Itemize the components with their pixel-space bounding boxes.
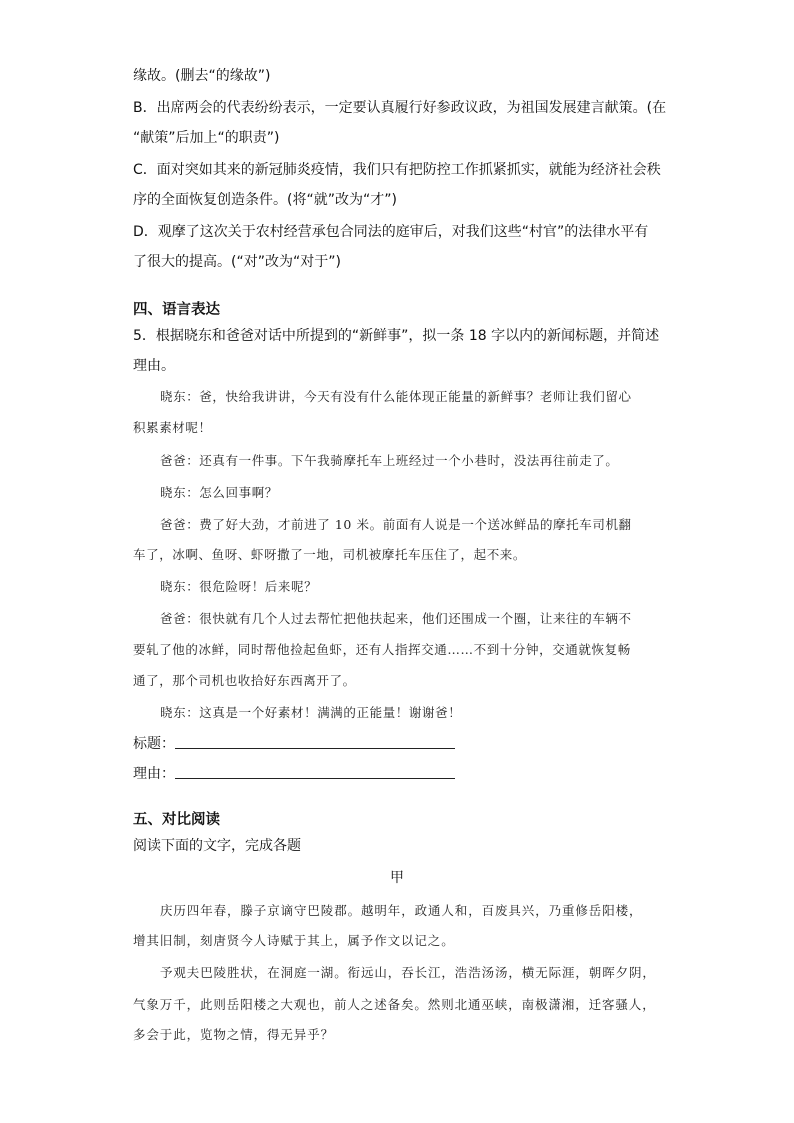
reason-label: 理由：	[133, 766, 175, 782]
dialogue-line: 爸爸：还真有一件事。下午我骑摩托车上班经过一个小巷时，没法再往前走了。	[160, 453, 619, 468]
title-answer-line[interactable]	[175, 748, 455, 749]
option-c-line-1: C．面对突如其来的新冠肺炎疫情，我们只有把防控工作抓紧抓实，就能为经济社会秩	[133, 162, 661, 178]
dialogue-line: 晓东：很危险呀！后来呢？	[160, 579, 318, 594]
passage-line: 增其旧制，刻唐贤今人诗赋于其上，属予作文以记之。	[133, 933, 455, 948]
section-5-heading: 五、对比阅读	[133, 812, 220, 828]
passage-line: 气象万千，此则岳阳楼之大观也，前人之述备矣。然则北通巫峡，南极潇湘，迁客骚人，	[133, 997, 656, 1012]
dialogue-line: 车了，冰啊、鱼呀、虾呀撒了一地，司机被摩托车压住了，起不来。	[133, 547, 527, 562]
option-d-line-2: 了很大的提高。(“对”改为“对于”)	[133, 254, 341, 270]
passage-line: 予观夫巴陵胜状，在洞庭一湖。衔远山，吞长江，浩浩汤汤，横无际涯，朝晖夕阴，	[160, 965, 656, 980]
passage-label: 甲	[390, 870, 404, 886]
dialogue-line: 晓东：怎么回事啊？	[160, 485, 278, 500]
option-c-line-2: 序的全面恢复创造条件。(将“就”改为“才”)	[133, 192, 397, 208]
dialogue-line: 晓东：这真是一个好素材！满满的正能量！谢谢爸！	[160, 705, 462, 720]
option-b-line-2: “献策”后加上“的职责”)	[133, 130, 280, 146]
option-d-line-1: D．观摩了这次关于农村经营承包合同法的庭审后，对我们这些“村官”的法律水平有	[133, 224, 649, 240]
title-label: 标题：	[133, 736, 175, 752]
dialogue-line: 爸爸：费了好大劲，才前进了 10 米。前面有人说是一个送冰鲜品的摩托车司机翻	[160, 517, 632, 532]
dialogue-line: 要轧了他的冰鲜，同时帮他捡起鱼虾，还有人指挥交通……不到十分钟，交通就恢复畅	[133, 642, 631, 657]
dialogue-line: 晓东：爸，快给我讲讲，今天有没有什么能体现正能量的新鲜事？老师让我们留心	[160, 389, 632, 404]
option-a-continuation: 缘故。(删去“的缘故”)	[133, 68, 271, 84]
reason-answer-line[interactable]	[175, 778, 455, 779]
passage-line: 多会于此，览物之情，得无异乎？	[133, 1027, 335, 1042]
dialogue-line: 通了，那个司机也收拾好东西离开了。	[133, 673, 356, 688]
section-4-heading: 四、语言表达	[133, 302, 220, 318]
question-5-line-2: 理由。	[133, 358, 175, 374]
option-b-line-1: B．出席两会的代表纷纷表示，一定要认真履行好参政议政，为祖国发展建言献策。(在	[133, 100, 667, 116]
question-5-line-1: 5．根据晓东和爸爸对话中所提到的“新鲜事”，拟一条 18 字以内的新闻标题，并简述	[133, 328, 660, 344]
dialogue-line: 爸爸：很快就有几个人过去帮忙把他扶起来，他们还围成一个圈，让来往的车辆不	[160, 611, 632, 626]
passage-line: 庆历四年春，滕子京谪守巴陵郡。越明年，政通人和，百废具兴，乃重修岳阳楼，	[160, 903, 643, 918]
dialogue-line: 积累素材呢！	[133, 420, 212, 435]
section-5-instruction: 阅读下面的文字，完成各题	[133, 838, 301, 854]
